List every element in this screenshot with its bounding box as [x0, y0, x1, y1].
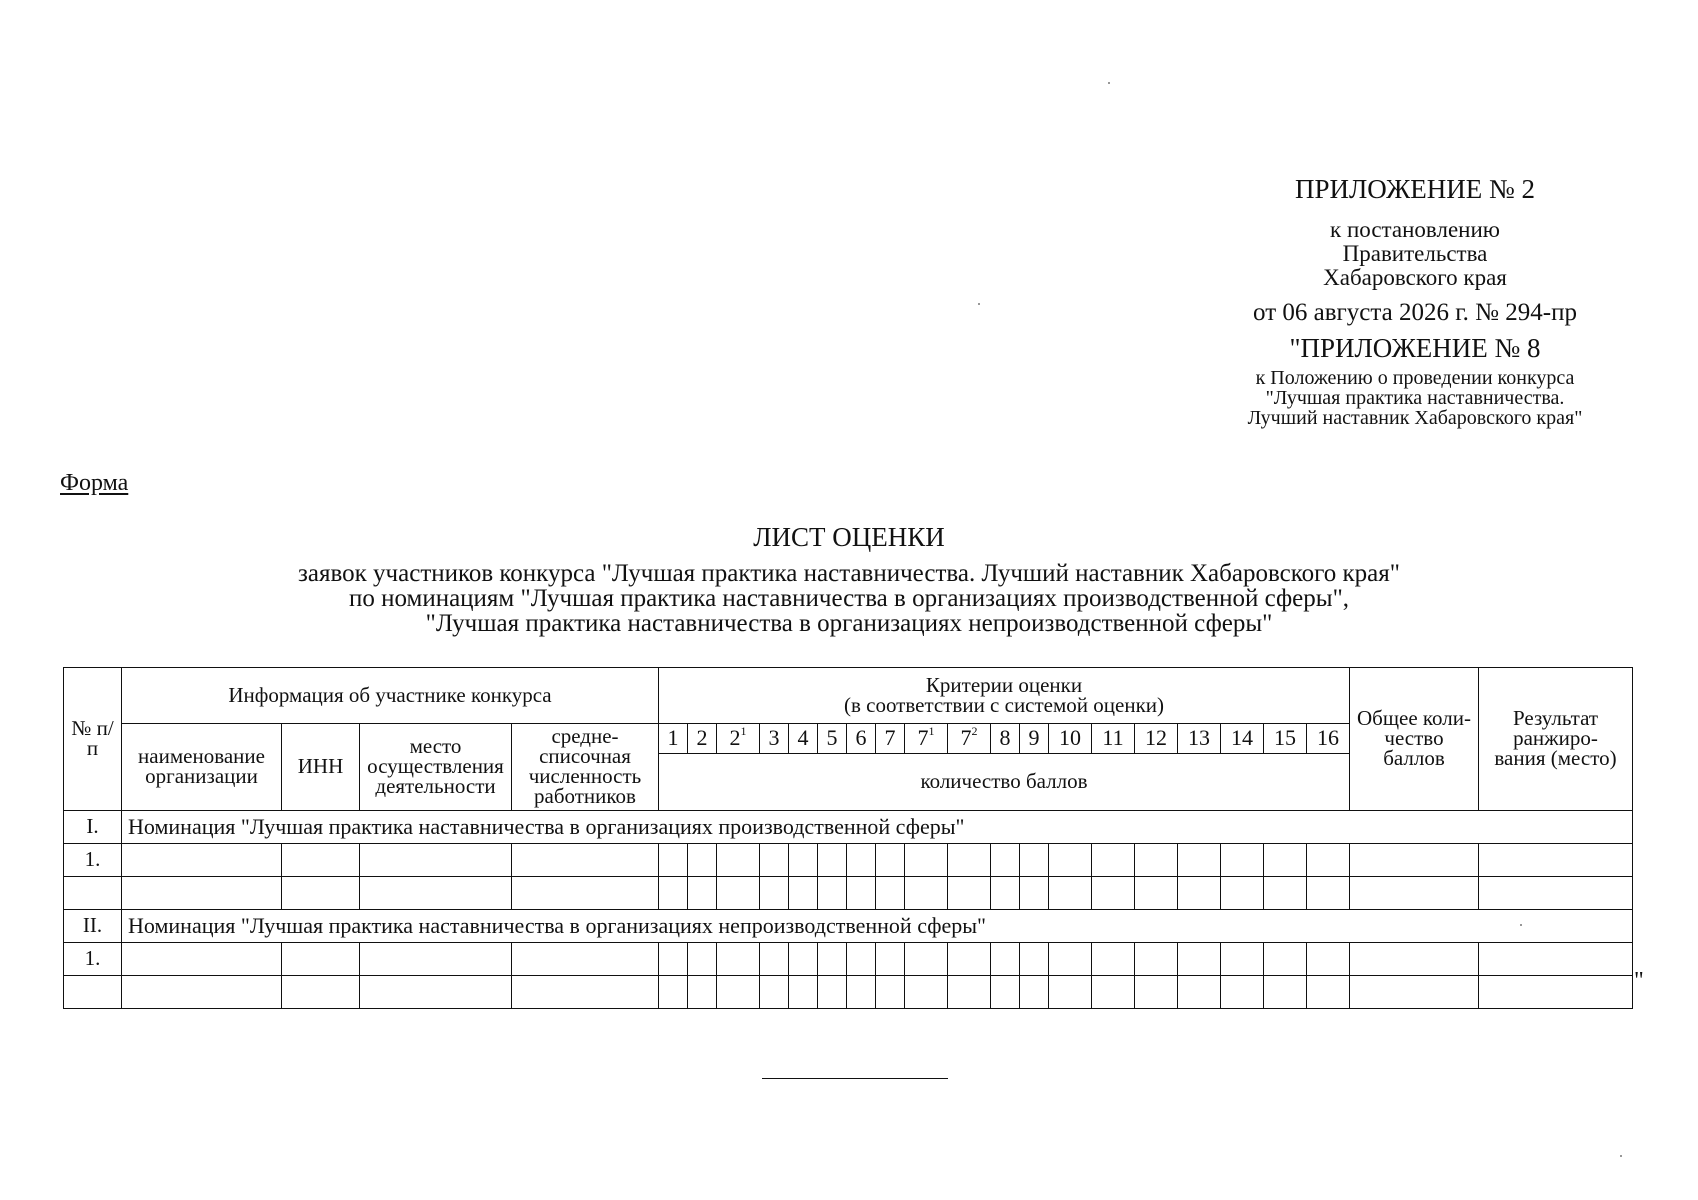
nomination-row	[64, 811, 1633, 844]
entry-cell[interactable]	[512, 943, 659, 976]
entry-cell[interactable]	[1350, 976, 1479, 1009]
criterion-number-base: 8	[999, 725, 1011, 751]
criterion-number-base: 14	[1231, 725, 1253, 751]
criterion-number	[1178, 724, 1221, 754]
entry-cell[interactable]	[1049, 844, 1092, 877]
entry-cell[interactable]	[991, 844, 1020, 877]
entry-cell[interactable]	[847, 877, 876, 910]
criterion-number	[1020, 724, 1049, 754]
criterion-number-base: 3	[768, 725, 780, 751]
col-header-inn: ИНН	[282, 724, 360, 811]
entry-cell[interactable]	[512, 976, 659, 1009]
entry-cell[interactable]	[876, 943, 905, 976]
criterion-number	[818, 724, 847, 754]
entry-cell[interactable]	[282, 844, 360, 877]
criterion-number	[847, 724, 876, 754]
criterion-number-base: 1	[667, 725, 679, 751]
entry-cell[interactable]	[789, 844, 818, 877]
entry-cell[interactable]	[847, 943, 876, 976]
entry-cell[interactable]	[905, 943, 948, 976]
annex-title-2: "ПРИЛОЖЕНИЕ № 8	[1289, 333, 1541, 363]
entry-cell[interactable]	[688, 976, 717, 1009]
col-header-org-name: наименование организации	[122, 724, 282, 811]
entry-cell[interactable]	[717, 976, 760, 1009]
criterion-number-base: 7	[917, 725, 929, 751]
col-header-number: № п/п	[64, 668, 122, 811]
entry-cell[interactable]	[512, 877, 659, 910]
entry-cell[interactable]	[659, 877, 688, 910]
entry-cell[interactable]	[1264, 844, 1307, 877]
annex2-line-3: Лучший наставник Хабаровского края"	[1247, 407, 1583, 429]
nomination-row	[64, 910, 1633, 943]
scan-speck	[978, 303, 980, 305]
table-row	[64, 943, 1633, 976]
criterion-number	[659, 724, 688, 754]
criterion-number-base: 6	[855, 725, 867, 751]
nomination-number: II.	[64, 910, 122, 943]
closing-quote: "	[1634, 968, 1644, 994]
evaluation-table	[63, 667, 1633, 1009]
entry-cell[interactable]	[905, 877, 948, 910]
criterion-number-base: 15	[1274, 725, 1296, 751]
points-label: количество баллов	[659, 754, 1350, 811]
col-group-participant-info: Информация об участнике конкурса	[122, 668, 659, 724]
entry-cell[interactable]	[760, 844, 789, 877]
nomination-title: Номинация "Лучшая практика наставничества в организациях непроизводственной сферы"	[122, 910, 1633, 943]
entry-cell[interactable]	[818, 976, 847, 1009]
col-header-total: Общее коли-чество баллов	[1350, 668, 1479, 811]
entry-cell[interactable]	[1092, 976, 1135, 1009]
entry-cell[interactable]	[789, 943, 818, 976]
entry-cell[interactable]	[659, 844, 688, 877]
criterion-number	[717, 724, 760, 754]
criterion-number-base: 11	[1102, 725, 1124, 751]
col-header-location: место осуществления деятельности	[360, 724, 512, 811]
entry-cell[interactable]	[282, 877, 360, 910]
entry-cell[interactable]	[688, 943, 717, 976]
criterion-number-base: 13	[1188, 725, 1210, 751]
col-group-criteria	[659, 668, 1350, 724]
entry-cell[interactable]	[122, 943, 282, 976]
entry-cell[interactable]	[360, 976, 512, 1009]
entry-cell[interactable]	[1307, 976, 1350, 1009]
criteria-subtitle: (в соответствии с системой оценки)	[843, 692, 1165, 717]
entry-cell[interactable]	[876, 877, 905, 910]
row-number	[64, 877, 122, 910]
annex2-line-2: "Лучшая практика наставничества.	[1265, 387, 1565, 409]
form-label: Форма	[60, 470, 129, 496]
entry-cell[interactable]	[1049, 943, 1092, 976]
sheet-subtitle-2: по номинациям "Лучшая практика наставничества в организациях производственной сферы",	[348, 585, 1350, 612]
entry-cell[interactable]	[122, 877, 282, 910]
entry-cell[interactable]	[876, 976, 905, 1009]
entry-cell[interactable]	[1135, 877, 1178, 910]
row-number: 1.	[64, 844, 122, 877]
entry-cell[interactable]	[688, 877, 717, 910]
entry-cell[interactable]	[1479, 844, 1633, 877]
nomination-number: I.	[64, 811, 122, 844]
entry-cell[interactable]	[876, 844, 905, 877]
entry-cell[interactable]	[1221, 877, 1264, 910]
entry-cell[interactable]	[1020, 976, 1049, 1009]
annex2-line-1: к Положению о проведении конкурса	[1255, 367, 1575, 389]
criterion-number-base: 2	[729, 725, 741, 751]
sheet-subtitle-3: "Лучшая практика наставничества в организациях непроизводственной сферы"	[425, 610, 1273, 637]
criterion-number-base: 9	[1028, 725, 1040, 751]
criterion-number-base: 5	[826, 725, 838, 751]
criterion-number-base: 7	[884, 725, 896, 751]
criterion-number-base: 7	[960, 725, 972, 751]
entry-cell[interactable]	[1020, 844, 1049, 877]
entry-cell[interactable]	[905, 844, 948, 877]
criteria-title: Критерии оценки	[925, 672, 1083, 697]
entry-cell[interactable]	[1092, 877, 1135, 910]
criterion-number-base: 2	[696, 725, 708, 751]
scan-speck	[1620, 1155, 1622, 1157]
entry-cell[interactable]	[1178, 976, 1221, 1009]
entry-cell[interactable]	[818, 844, 847, 877]
entry-cell[interactable]	[512, 844, 659, 877]
entry-cell[interactable]	[1479, 877, 1633, 910]
entry-cell[interactable]	[688, 844, 717, 877]
entry-cell[interactable]	[1178, 943, 1221, 976]
criterion-number-base: 16	[1317, 725, 1339, 751]
entry-cell[interactable]	[1020, 877, 1049, 910]
entry-cell[interactable]	[1264, 943, 1307, 976]
entry-cell[interactable]	[760, 877, 789, 910]
annex-line-3: Хабаровского края	[1323, 265, 1507, 290]
entry-cell[interactable]	[1135, 943, 1178, 976]
col-header-headcount: средне-списочная численность работников	[512, 724, 659, 811]
entry-cell[interactable]	[1049, 877, 1092, 910]
annex-line-2: Правительства	[1342, 241, 1488, 266]
nominations-body	[64, 811, 1633, 1009]
entry-cell[interactable]	[1049, 976, 1092, 1009]
entry-cell[interactable]	[360, 877, 512, 910]
entry-cell[interactable]	[1221, 844, 1264, 877]
entry-cell[interactable]	[1264, 976, 1307, 1009]
annex-date: от 06 августа 2026 г. № 294-пр	[1253, 299, 1577, 326]
annex-line-1: к постановлению	[1330, 217, 1500, 242]
entry-cell[interactable]	[1092, 943, 1135, 976]
entry-cell[interactable]	[847, 844, 876, 877]
entry-cell[interactable]	[1092, 844, 1135, 877]
criterion-number-sup: 1	[740, 724, 747, 739]
entry-cell[interactable]	[1264, 877, 1307, 910]
entry-cell[interactable]	[760, 976, 789, 1009]
entry-cell[interactable]	[948, 976, 991, 1009]
entry-cell[interactable]	[1307, 943, 1350, 976]
entry-cell[interactable]	[1178, 844, 1221, 877]
entry-cell[interactable]	[1178, 877, 1221, 910]
scan-speck	[1520, 924, 1522, 926]
entry-cell[interactable]	[991, 976, 1020, 1009]
entry-cell[interactable]	[948, 877, 991, 910]
entry-cell[interactable]	[360, 844, 512, 877]
entry-cell[interactable]	[659, 943, 688, 976]
criterion-number-sup: 1	[928, 724, 935, 739]
entry-cell[interactable]	[282, 976, 360, 1009]
entry-cell[interactable]	[1221, 976, 1264, 1009]
sheet-title: ЛИСТ ОЦЕНКИ	[753, 522, 945, 552]
entry-cell[interactable]	[948, 844, 991, 877]
entry-cell[interactable]	[1221, 943, 1264, 976]
criterion-number	[948, 724, 991, 754]
entry-cell[interactable]	[1135, 844, 1178, 877]
entry-cell[interactable]	[1135, 976, 1178, 1009]
col-header-rank: Результат ранжиро-вания (место)	[1479, 668, 1633, 811]
row-number	[64, 976, 122, 1009]
criterion-number	[1221, 724, 1264, 754]
criterion-number	[1307, 724, 1350, 754]
criterion-number-base: 10	[1059, 725, 1081, 751]
annex-title: ПРИЛОЖЕНИЕ № 2	[1294, 174, 1536, 204]
entry-cell[interactable]	[1350, 844, 1479, 877]
entry-cell[interactable]	[1350, 943, 1479, 976]
criterion-number	[1049, 724, 1092, 754]
entry-cell[interactable]	[1350, 877, 1479, 910]
scan-speck	[1108, 82, 1110, 84]
entry-cell[interactable]	[122, 844, 282, 877]
entry-cell[interactable]	[789, 877, 818, 910]
entry-cell[interactable]	[122, 976, 282, 1009]
entry-cell[interactable]	[991, 877, 1020, 910]
sheet-subtitle-1: заявок участников конкурса "Лучшая практика наставничества. Лучший наставник Хабаровского края"	[298, 560, 1400, 587]
criterion-number	[760, 724, 789, 754]
entry-cell[interactable]	[717, 844, 760, 877]
entry-cell[interactable]	[847, 976, 876, 1009]
criterion-number-base: 4	[797, 725, 809, 751]
bottom-rule	[762, 1078, 948, 1079]
entry-cell[interactable]	[1479, 976, 1633, 1009]
criterion-number	[905, 724, 948, 754]
entry-cell[interactable]	[818, 943, 847, 976]
criterion-number	[876, 724, 905, 754]
criterion-number	[1092, 724, 1135, 754]
criterion-number	[1264, 724, 1307, 754]
nomination-title: Номинация "Лучшая практика наставничества в организациях производственной сферы"	[122, 811, 1633, 844]
entry-cell[interactable]	[360, 943, 512, 976]
entry-cell[interactable]	[818, 877, 847, 910]
entry-cell[interactable]	[659, 976, 688, 1009]
entry-cell[interactable]	[1020, 943, 1049, 976]
criterion-number	[688, 724, 717, 754]
criterion-number	[991, 724, 1020, 754]
criterion-number-sup: 2	[971, 724, 978, 739]
table-row	[64, 844, 1633, 877]
row-number: 1.	[64, 943, 122, 976]
entry-cell[interactable]	[948, 943, 991, 976]
entry-cell[interactable]	[905, 976, 948, 1009]
entry-cell[interactable]	[1479, 943, 1633, 976]
entry-cell[interactable]	[717, 877, 760, 910]
entry-cell[interactable]	[991, 943, 1020, 976]
entry-cell[interactable]	[760, 943, 789, 976]
criterion-number	[1135, 724, 1178, 754]
entry-cell[interactable]	[282, 943, 360, 976]
entry-cell[interactable]	[1307, 877, 1350, 910]
table-row	[64, 877, 1633, 910]
entry-cell[interactable]	[717, 943, 760, 976]
criterion-number	[789, 724, 818, 754]
entry-cell[interactable]	[789, 976, 818, 1009]
criterion-number-base: 12	[1145, 725, 1167, 751]
entry-cell[interactable]	[1307, 844, 1350, 877]
table-row	[64, 976, 1633, 1009]
